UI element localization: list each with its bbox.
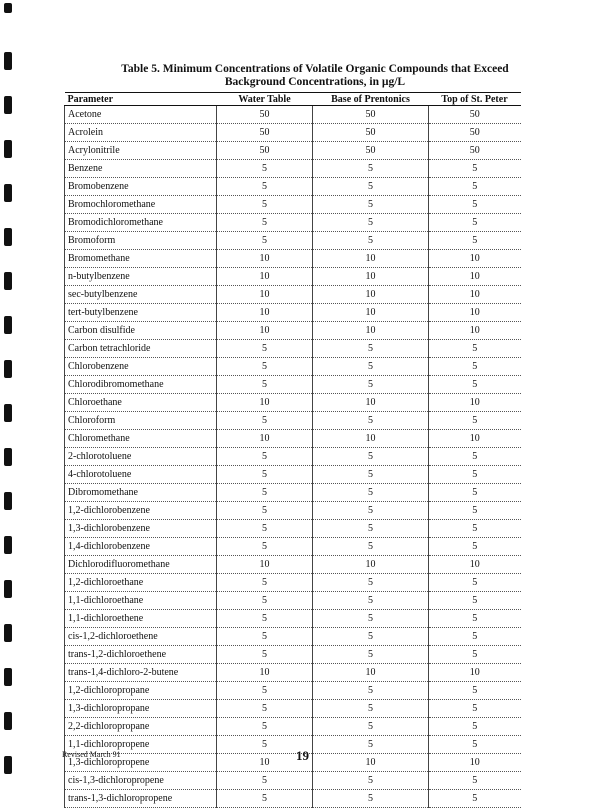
- base-prentonics-cell: 5: [313, 484, 429, 502]
- parameter-cell: Bromoform: [65, 232, 217, 250]
- top-st-peter-cell: 5: [429, 682, 521, 700]
- parameter-cell: 2,2-dichloropropane: [65, 718, 217, 736]
- water-table-cell: 5: [217, 610, 313, 628]
- top-st-peter-cell: 5: [429, 646, 521, 664]
- top-st-peter-cell: 10: [429, 286, 521, 304]
- base-prentonics-cell: 5: [313, 448, 429, 466]
- parameter-cell: Acrolein: [65, 124, 217, 142]
- parameter-cell: 2-chlorotoluene: [65, 448, 217, 466]
- parameter-cell: Bromodichloromethane: [65, 214, 217, 232]
- parameter-cell: cis-1,2-dichloroethene: [65, 628, 217, 646]
- table-row: [65, 772, 521, 790]
- base-prentonics-cell: 5: [313, 592, 429, 610]
- top-st-peter-cell: 5: [429, 232, 521, 250]
- water-table-cell: 10: [217, 556, 313, 574]
- parameter-cell: cis-1,3-dichloropropene: [65, 772, 217, 790]
- table-row: [65, 754, 521, 772]
- table-row: [65, 646, 521, 664]
- table-row: [65, 430, 521, 448]
- water-table-cell: 5: [217, 412, 313, 430]
- table-row: [65, 160, 521, 178]
- water-table-cell: 5: [217, 628, 313, 646]
- top-st-peter-cell: 5: [429, 448, 521, 466]
- top-st-peter-cell: 5: [429, 484, 521, 502]
- parameter-cell: n-butylbenzene: [65, 268, 217, 286]
- parameter-cell: trans-1,2-dichloroethene: [65, 646, 217, 664]
- base-prentonics-cell: 5: [313, 574, 429, 592]
- table-body: [65, 106, 521, 808]
- parameter-cell: 1,1-dichloroethane: [65, 592, 217, 610]
- water-table-cell: 5: [217, 376, 313, 394]
- table-row: [65, 610, 521, 628]
- table-row: [65, 628, 521, 646]
- parameter-cell: Chlorobenzene: [65, 358, 217, 376]
- base-prentonics-cell: 10: [313, 394, 429, 412]
- base-prentonics-cell: 5: [313, 790, 429, 808]
- water-table-cell: 5: [217, 700, 313, 718]
- top-st-peter-cell: 5: [429, 592, 521, 610]
- parameter-cell: tert-butylbenzene: [65, 304, 217, 322]
- base-prentonics-cell: 5: [313, 196, 429, 214]
- table-row: [65, 700, 521, 718]
- parameter-cell: 1,3-dichloropropene: [65, 754, 217, 772]
- base-prentonics-cell: 5: [313, 772, 429, 790]
- base-prentonics-cell: 50: [313, 124, 429, 142]
- top-st-peter-cell: 5: [429, 160, 521, 178]
- top-st-peter-cell: 10: [429, 304, 521, 322]
- parameter-cell: Chloromethane: [65, 430, 217, 448]
- water-table-cell: 50: [217, 142, 313, 160]
- base-prentonics-cell: 5: [313, 358, 429, 376]
- base-prentonics-cell: 10: [313, 430, 429, 448]
- top-st-peter-cell: 5: [429, 538, 521, 556]
- title-line-2: Background Concentrations, in µg/L: [224, 76, 406, 88]
- top-st-peter-cell: 50: [429, 106, 521, 124]
- water-table-cell: 5: [217, 448, 313, 466]
- parameter-cell: Dichlorodifluoromethane: [65, 556, 217, 574]
- parameter-cell: trans-1,4-dichloro-2-butene: [65, 664, 217, 682]
- table-row: [65, 466, 521, 484]
- table-row: [65, 340, 521, 358]
- water-table-cell: 10: [217, 268, 313, 286]
- parameter-cell: Benzene: [65, 160, 217, 178]
- parameter-cell: 1,1-dichloroethene: [65, 610, 217, 628]
- table-row: [65, 178, 521, 196]
- water-table-cell: 5: [217, 772, 313, 790]
- water-table-cell: 10: [217, 286, 313, 304]
- top-st-peter-cell: 5: [429, 466, 521, 484]
- top-st-peter-cell: 5: [429, 574, 521, 592]
- top-st-peter-cell: 5: [429, 628, 521, 646]
- water-table-cell: 5: [217, 520, 313, 538]
- top-st-peter-cell: 10: [429, 556, 521, 574]
- top-st-peter-cell: 10: [429, 322, 521, 340]
- header-water-table: Water Table: [217, 93, 313, 106]
- top-st-peter-cell: 5: [429, 736, 521, 754]
- water-table-cell: 5: [217, 682, 313, 700]
- water-table-cell: 5: [217, 196, 313, 214]
- water-table-cell: 50: [217, 106, 313, 124]
- table-row: [65, 736, 521, 754]
- parameter-cell: 1,1-dichloropropene: [65, 736, 217, 754]
- table-row: [65, 250, 521, 268]
- binding-holes: [4, 0, 14, 800]
- table-row: [65, 592, 521, 610]
- water-table-cell: 10: [217, 394, 313, 412]
- table-row: [65, 520, 521, 538]
- table-row: [65, 124, 521, 142]
- water-table-cell: 10: [217, 250, 313, 268]
- water-table-cell: 5: [217, 232, 313, 250]
- table-row: [65, 376, 521, 394]
- top-st-peter-cell: 5: [429, 718, 521, 736]
- parameter-cell: Bromochloromethane: [65, 196, 217, 214]
- top-st-peter-cell: 5: [429, 340, 521, 358]
- parameter-cell: 1,4-dichlorobenzene: [65, 538, 217, 556]
- revision-note: Revised March 91: [62, 750, 121, 759]
- table-row: [65, 664, 521, 682]
- base-prentonics-cell: 5: [313, 628, 429, 646]
- base-prentonics-cell: 5: [313, 682, 429, 700]
- top-st-peter-cell: 5: [429, 790, 521, 808]
- table-row: [65, 412, 521, 430]
- top-st-peter-cell: 50: [429, 124, 521, 142]
- water-table-cell: 5: [217, 790, 313, 808]
- base-prentonics-cell: 10: [313, 250, 429, 268]
- table-row: [65, 142, 521, 160]
- water-table-cell: 10: [217, 304, 313, 322]
- table-row: [65, 214, 521, 232]
- parameter-cell: 1,3-dichlorobenzene: [65, 520, 217, 538]
- water-table-cell: 10: [217, 664, 313, 682]
- parameter-cell: trans-1,3-dichloropropene: [65, 790, 217, 808]
- base-prentonics-cell: 5: [313, 340, 429, 358]
- base-prentonics-cell: 5: [313, 610, 429, 628]
- top-st-peter-cell: 5: [429, 772, 521, 790]
- parameter-cell: 1,2-dichloropropane: [65, 682, 217, 700]
- parameter-cell: Acetone: [65, 106, 217, 124]
- base-prentonics-cell: 10: [313, 556, 429, 574]
- concentration-table: [64, 92, 521, 808]
- top-st-peter-cell: 5: [429, 358, 521, 376]
- top-st-peter-cell: 10: [429, 394, 521, 412]
- water-table-cell: 10: [217, 754, 313, 772]
- parameter-cell: 1,3-dichloropropane: [65, 700, 217, 718]
- parameter-cell: Chlorodibromomethane: [65, 376, 217, 394]
- base-prentonics-cell: 5: [313, 232, 429, 250]
- table-row: [65, 448, 521, 466]
- base-prentonics-cell: 5: [313, 160, 429, 178]
- table-row: [65, 682, 521, 700]
- table-row: [65, 358, 521, 376]
- parameter-cell: Dibromomethane: [65, 484, 217, 502]
- water-table-cell: 10: [217, 322, 313, 340]
- top-st-peter-cell: 10: [429, 430, 521, 448]
- base-prentonics-cell: 5: [313, 538, 429, 556]
- base-prentonics-cell: 10: [313, 322, 429, 340]
- top-st-peter-cell: 10: [429, 754, 521, 772]
- base-prentonics-cell: 10: [313, 286, 429, 304]
- base-prentonics-cell: 10: [313, 664, 429, 682]
- table-header-row: [65, 93, 521, 106]
- parameter-cell: Carbon tetrachloride: [65, 340, 217, 358]
- water-table-cell: 5: [217, 160, 313, 178]
- base-prentonics-cell: 5: [313, 214, 429, 232]
- table-row: [65, 574, 521, 592]
- parameter-cell: Bromobenzene: [65, 178, 217, 196]
- parameter-cell: Chloroethane: [65, 394, 217, 412]
- water-table-cell: 5: [217, 340, 313, 358]
- table-row: [65, 484, 521, 502]
- water-table-cell: 5: [217, 178, 313, 196]
- water-table-cell: 5: [217, 592, 313, 610]
- table-row: [65, 196, 521, 214]
- top-st-peter-cell: 5: [429, 520, 521, 538]
- water-table-cell: 10: [217, 430, 313, 448]
- top-st-peter-cell: 5: [429, 502, 521, 520]
- base-prentonics-cell: 5: [313, 376, 429, 394]
- base-prentonics-cell: 5: [313, 718, 429, 736]
- table-row: [65, 268, 521, 286]
- top-st-peter-cell: 10: [429, 250, 521, 268]
- page-number: 19: [296, 748, 309, 763]
- top-st-peter-cell: 50: [429, 142, 521, 160]
- top-st-peter-cell: 5: [429, 214, 521, 232]
- table-row: [65, 502, 521, 520]
- title-line-1: Table 5. Minimum Concentrations of Volatile Organic Compounds that Exceed: [121, 63, 509, 75]
- water-table-cell: 5: [217, 736, 313, 754]
- base-prentonics-cell: 5: [313, 412, 429, 430]
- top-st-peter-cell: 5: [429, 700, 521, 718]
- top-st-peter-cell: 5: [429, 196, 521, 214]
- parameter-cell: 1,2-dichloroethane: [65, 574, 217, 592]
- top-st-peter-cell: 5: [429, 412, 521, 430]
- base-prentonics-cell: 10: [313, 304, 429, 322]
- base-prentonics-cell: 10: [313, 754, 429, 772]
- base-prentonics-cell: 5: [313, 466, 429, 484]
- top-st-peter-cell: 5: [429, 610, 521, 628]
- table-row: [65, 394, 521, 412]
- base-prentonics-cell: 5: [313, 502, 429, 520]
- parameter-cell: Bromomethane: [65, 250, 217, 268]
- header-parameter: Parameter: [65, 93, 217, 106]
- base-prentonics-cell: 50: [313, 106, 429, 124]
- parameter-cell: 1,2-dichlorobenzene: [65, 502, 217, 520]
- parameter-cell: sec-butylbenzene: [65, 286, 217, 304]
- table-row: [65, 232, 521, 250]
- top-st-peter-cell: 10: [429, 664, 521, 682]
- table-row: [65, 286, 521, 304]
- water-table-cell: 5: [217, 502, 313, 520]
- water-table-cell: 5: [217, 214, 313, 232]
- base-prentonics-cell: 5: [313, 736, 429, 754]
- water-table-cell: 5: [217, 646, 313, 664]
- table-row: [65, 106, 521, 124]
- table-title: [60, 63, 570, 89]
- water-table-cell: 5: [217, 574, 313, 592]
- base-prentonics-cell: 5: [313, 520, 429, 538]
- table-row: [65, 556, 521, 574]
- top-st-peter-cell: 10: [429, 268, 521, 286]
- water-table-cell: 5: [217, 484, 313, 502]
- water-table-cell: 50: [217, 124, 313, 142]
- water-table-cell: 5: [217, 538, 313, 556]
- header-base-prentonics: Base of Prentonics: [313, 93, 429, 106]
- header-top-st-peter: Top of St. Peter: [429, 93, 521, 106]
- water-table-cell: 5: [217, 466, 313, 484]
- table-row: [65, 304, 521, 322]
- base-prentonics-cell: 10: [313, 268, 429, 286]
- base-prentonics-cell: 5: [313, 700, 429, 718]
- base-prentonics-cell: 50: [313, 142, 429, 160]
- table-row: [65, 718, 521, 736]
- parameter-cell: 4-chlorotoluene: [65, 466, 217, 484]
- table-row: [65, 790, 521, 808]
- parameter-cell: Acrylonitrile: [65, 142, 217, 160]
- base-prentonics-cell: 5: [313, 178, 429, 196]
- parameter-cell: Carbon disulfide: [65, 322, 217, 340]
- top-st-peter-cell: 5: [429, 178, 521, 196]
- table-row: [65, 538, 521, 556]
- parameter-cell: Chloroform: [65, 412, 217, 430]
- table-row: [65, 322, 521, 340]
- water-table-cell: 5: [217, 358, 313, 376]
- top-st-peter-cell: 5: [429, 376, 521, 394]
- base-prentonics-cell: 5: [313, 646, 429, 664]
- water-table-cell: 5: [217, 718, 313, 736]
